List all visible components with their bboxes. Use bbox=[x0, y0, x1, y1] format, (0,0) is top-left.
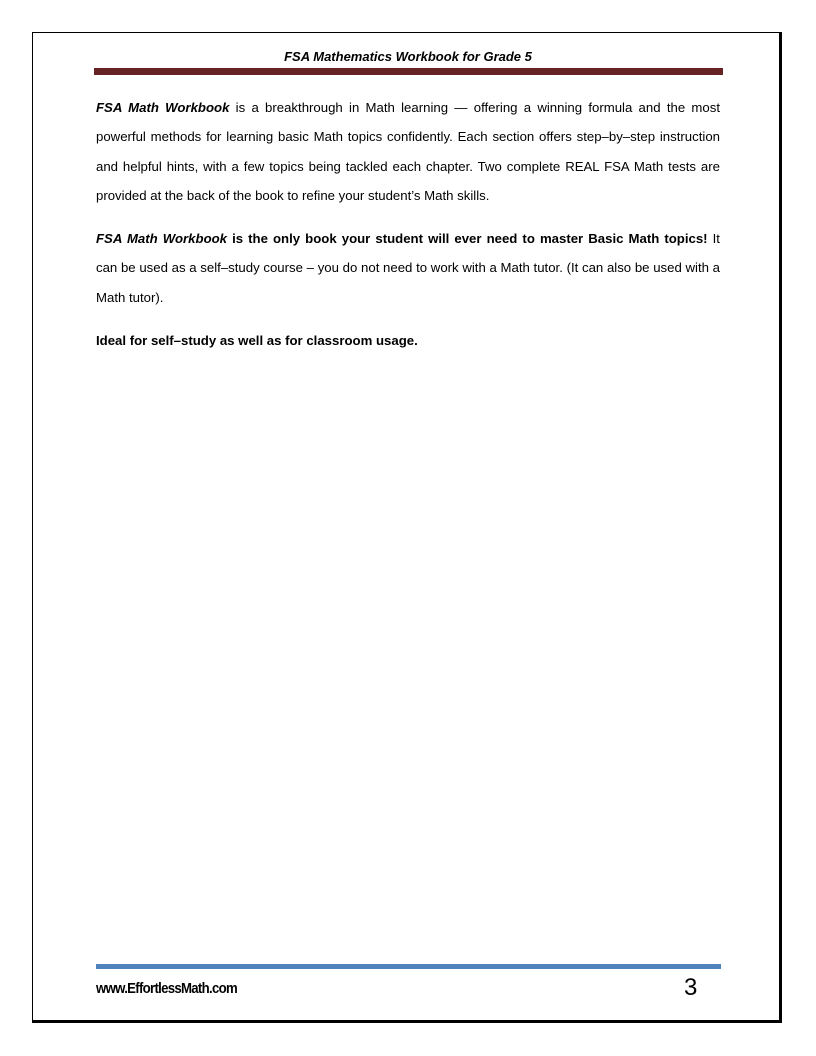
footer-website-link[interactable]: www.EffortlessMath.com bbox=[96, 980, 237, 997]
book-title-emphasis: FSA Math Workbook bbox=[96, 100, 230, 115]
paragraph-text: It can be used as a self–study course – you do not need to work with a Math tutor. (It can also be used with a Math tutor). bbox=[96, 231, 720, 305]
page-body bbox=[96, 93, 720, 369]
paragraph-text: is a breakthrough in Math learning — offering a winning formula and the most powerful methods for learning basic Math topics confidently. Each section offers step–by–step instruction and helpful hints, with a few topics being tackled each chapter. Two complete REAL FSA Math tests are provided at the back of the book to refine your student’s Math skills. bbox=[96, 100, 720, 203]
footer-rule bbox=[96, 964, 721, 969]
paragraph-bold-text: is the only book your student will ever need to master Basic Math topics! bbox=[227, 231, 708, 247]
paragraph-bold-text: Ideal for self–study as well as for classroom usage. bbox=[96, 333, 418, 349]
page-number: 3 bbox=[684, 974, 698, 1001]
book-title-emphasis: FSA Math Workbook bbox=[96, 231, 228, 247]
running-header-title: FSA Mathematics Workbook for Grade 5 bbox=[284, 49, 532, 64]
paragraph-intro bbox=[96, 93, 720, 210]
paragraph-ideal bbox=[96, 326, 720, 355]
paragraph-only-book bbox=[96, 224, 720, 312]
header-rule bbox=[94, 68, 723, 75]
